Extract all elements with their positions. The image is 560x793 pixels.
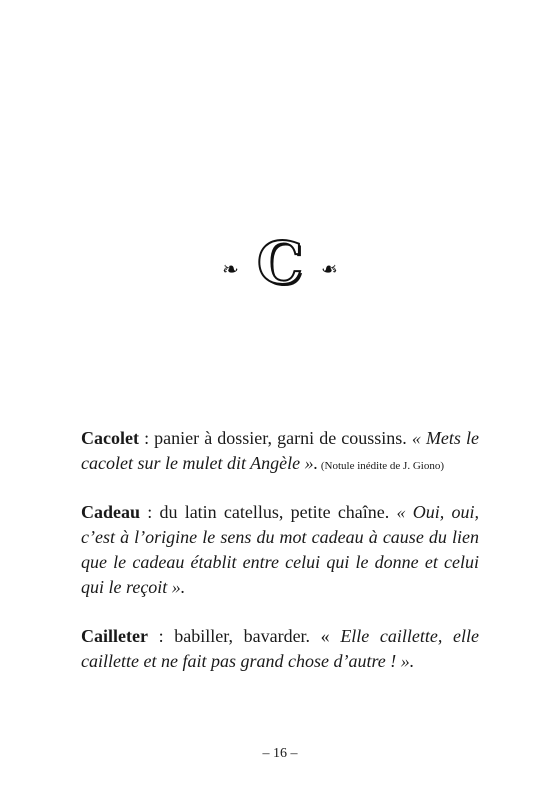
entry-term: Cacolet [81,428,139,448]
entry-term: Cadeau [81,502,141,522]
section-letter-heading [0,228,560,298]
glossary-entry-cadeau [81,500,479,600]
entry-definition: babiller, bavarder. « [174,626,341,646]
page-number: – 16 – [262,746,298,761]
entry-definition: du latin catellus, petite chaîne. [159,502,397,522]
entry-quote: Elle caillette, elle caillette et ne fait pas grand chose d’autre ! [81,626,479,671]
entry-note: (Notule inédite de J. Giono) [318,460,444,472]
entry-quote: « Mets le cacolet sur le mulet dit Angèle ». [81,428,479,473]
glossary-entry-cacolet [81,426,479,476]
entry-separator: : [140,502,160,522]
entry-separator: : [138,428,155,448]
entry-quote-close: ». [396,651,415,671]
glossary-entries [81,426,479,698]
fleuron-left-icon: ❧ [222,259,239,281]
entry-term: Cailleter [81,626,148,646]
entry-quote: « Oui, oui, c’est à l’origine le sens du mot cadeau à cause du lien que le cadeau établit entre celui qui le donne et celui qui le reçoit ». [81,502,479,597]
glossary-entry-cailleter [81,624,479,674]
entry-separator: : [147,626,175,646]
section-letter: C [256,229,304,297]
entry-definition: panier à dossier, garni de coussins. [154,428,412,448]
fleuron-right-icon: ❧ [321,259,338,281]
